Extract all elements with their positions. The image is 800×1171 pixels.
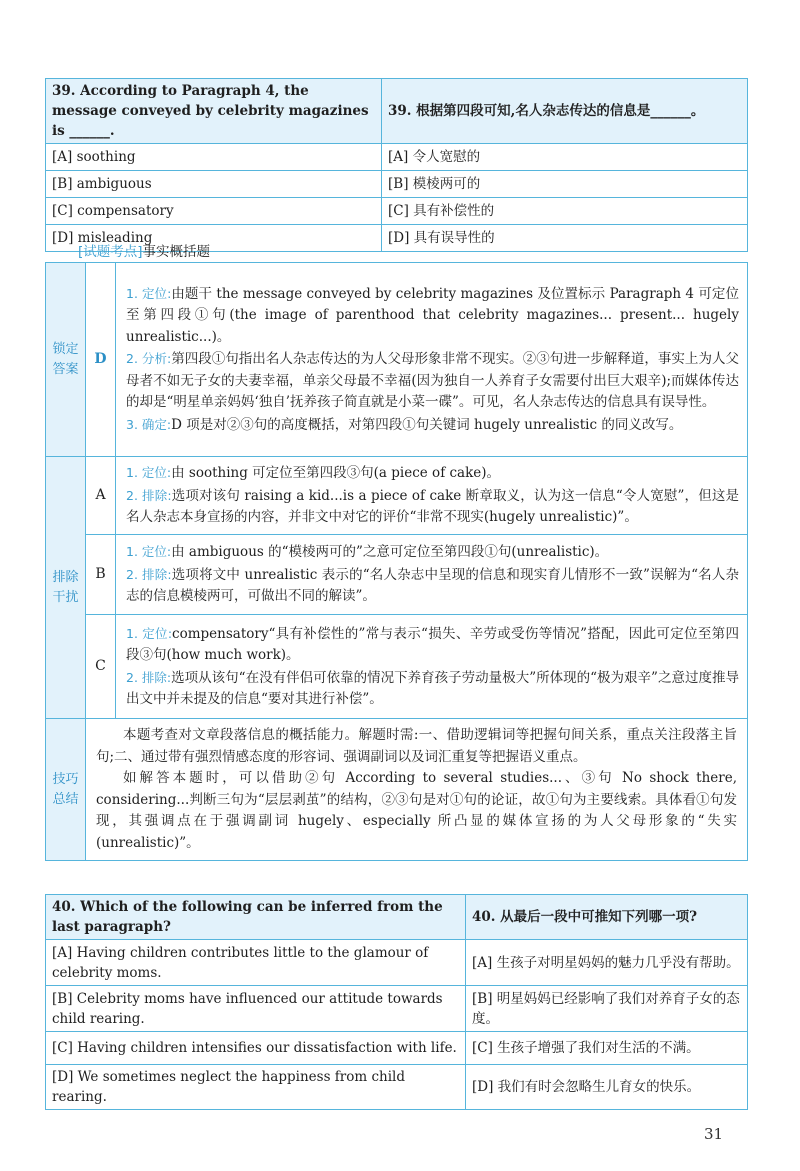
- q40-option-b-zh: [B] 明星妈妈已经影响了我们对养育子女的态度。: [466, 986, 748, 1032]
- lock-step-3: [126, 414, 739, 437]
- analysis-table: [45, 262, 748, 861]
- exclude-letter-a: A: [86, 457, 116, 535]
- q39-option-d-zh: [D] 具有误导性的: [382, 225, 748, 252]
- lock-step-1: [126, 283, 739, 349]
- q39-question-zh: 39. 根据第四段可知,名人杂志传达的信息是______。: [382, 79, 748, 144]
- page-number: 31: [704, 1125, 724, 1143]
- exclude-letter-c: C: [86, 615, 116, 719]
- step-label: 1. 定位:: [126, 465, 172, 481]
- skills-body: [86, 719, 748, 861]
- step-label: 2. 分析:: [126, 351, 172, 367]
- exclude-a-step-1: [126, 462, 739, 485]
- q40-option-b-en: [B] Celebrity moms have influenced our attitude towards child rearing.: [46, 986, 466, 1032]
- step-text: 第四段①句指出名人杂志传达的为人父母形象非常不现实。②③句进一步解释道，事实上为人父母者不如无子女的夫妻幸福，单亲父母最不幸福(因为独自一人养育子女需要付出巨大艰辛);而媒体传达的却是“明星单亲妈妈‘独自’抚养孩子简直就是小菜一碟”。可见，名人杂志传达的信息具有误导性。: [126, 351, 739, 411]
- question-40-table: [45, 894, 748, 1110]
- step-text: D 项是对②③句的高度概括，对第四段①句关键词 hugely unrealistic 的同义改写。: [171, 416, 683, 433]
- skills-paragraph-2: 如解答本题时，可以借助②句 According to several studies...、③句 No shock there, considering...判断三句为“层层剥茧”的结构，②③句是对①句的论证，故①句为主要线索。具体看①句发现，其强调点在于强调副词 hugely、especially 所凸显的媒体宣扬的为人父母形象的“失实(unrealistic)”。: [96, 770, 737, 851]
- q40-option-d-zh: [D] 我们有时会忽略生儿育女的快乐。: [466, 1065, 748, 1110]
- exclude-category: 排除干扰: [46, 457, 86, 719]
- exclude-a-body: [116, 457, 748, 535]
- exam-point-label: [78, 240, 210, 260]
- step-text: 选项对该句 raising a kid...is a piece of cake 断章取义，认为这一信息“令人宽慰”，但这是名人杂志本身宣扬的内容，并非文中对它的评价“非常不现实(hugely unrealistic)”。: [126, 487, 739, 526]
- step-label: 3. 确定:: [126, 416, 172, 432]
- q39-option-c-zh: [C] 具有补偿性的: [382, 198, 748, 225]
- exclude-c-body: [116, 615, 748, 719]
- skills-category: 技巧总结: [46, 719, 86, 861]
- question-39-table: [45, 78, 748, 252]
- q40-question-en: 40. Which of the following can be inferred from the last paragraph?: [46, 895, 466, 940]
- exam-point-tag: [试题考点]: [78, 244, 143, 260]
- q39-option-a-zh: [A] 令人宽慰的: [382, 144, 748, 171]
- q39-option-b-zh: [B] 模棱两可的: [382, 171, 748, 198]
- step-label: 1. 定位:: [126, 285, 172, 301]
- step-text: 由 soothing 可定位至第四段③句(a piece of cake)。: [171, 465, 501, 482]
- q40-option-c-zh: [C] 生孩子增强了我们对生活的不满。: [466, 1032, 748, 1065]
- step-label: 2. 排除:: [126, 669, 172, 685]
- step-label: 1. 定位:: [126, 544, 172, 560]
- step-text: 由题干 the message conveyed by celebrity magazines 及位置标示 Paragraph 4 可定位至第四段①句(the image of parenthood that celebrity magazines... present... hugely unrealistic...)。: [126, 285, 739, 345]
- exam-point-type: 事实概括题: [142, 244, 211, 260]
- q40-option-c-en: [C] Having children intensifies our dissatisfaction with life.: [46, 1032, 466, 1065]
- lock-step-2: [126, 348, 739, 414]
- q40-option-a-zh: [A] 生孩子对明星妈妈的魅力几乎没有帮助。: [466, 940, 748, 986]
- exclude-c-step-2: [126, 667, 739, 711]
- q40-question-zh: 40. 从最后一段中可推知下列哪一项?: [466, 895, 748, 940]
- correct-answer-letter: D: [86, 263, 116, 457]
- exclude-b-step-1: [126, 541, 739, 564]
- q39-option-d-en: [D] misleading: [46, 225, 382, 252]
- step-text: 选项将文中 unrealistic 表示的“名人杂志中呈现的信息和现实育儿情形不一致”误解为“名人杂志的信息模棱两可，可做出不同的解读”。: [126, 566, 739, 605]
- step-label: 2. 排除:: [126, 487, 172, 503]
- lock-answer-body: [116, 263, 748, 457]
- q40-option-a-en: [A] Having children contributes little to the glamour of celebrity moms.: [46, 940, 466, 986]
- step-text: 由 ambiguous 的“模棱两可的”之意可定位至第四段①句(unrealistic)。: [171, 544, 609, 561]
- step-text: 选项从该句“在没有伴侣可依靠的情况下养育孩子劳动量极大”所体现的“极为艰辛”之意过度推导出文中并未提及的信息“要对其进行补偿”。: [126, 669, 739, 707]
- skills-paragraph-1: 本题考查对文章段落信息的概括能力。解题时需:一、借助逻辑词等把握句间关系，重点关注段落主旨句;二、通过带有强烈情感态度的形容词、强调副词以及词汇重复等把握语义重点。: [96, 727, 737, 765]
- exclude-a-step-2: [126, 485, 739, 529]
- step-text: compensatory“具有补偿性的”常与表示“损失、辛劳或受伤等情况”搭配，因此可定位至第四段③句(how much work)。: [126, 625, 739, 663]
- lock-answer-category: 锁定答案: [46, 263, 86, 457]
- q39-question-en: 39. According to Paragraph 4, the message conveyed by celebrity magazines is ______.: [46, 79, 382, 144]
- exclude-c-step-1: [126, 623, 739, 667]
- exclude-letter-b: B: [86, 535, 116, 615]
- q39-option-c-en: [C] compensatory: [46, 198, 382, 225]
- q39-option-b-en: [B] ambiguous: [46, 171, 382, 198]
- exclude-b-step-2: [126, 564, 739, 608]
- exclude-b-body: [116, 535, 748, 615]
- step-label: 1. 定位:: [126, 625, 173, 641]
- step-label: 2. 排除:: [126, 566, 172, 582]
- q40-option-d-en: [D] We sometimes neglect the happiness from child rearing.: [46, 1065, 466, 1110]
- q39-option-a-en: [A] soothing: [46, 144, 382, 171]
